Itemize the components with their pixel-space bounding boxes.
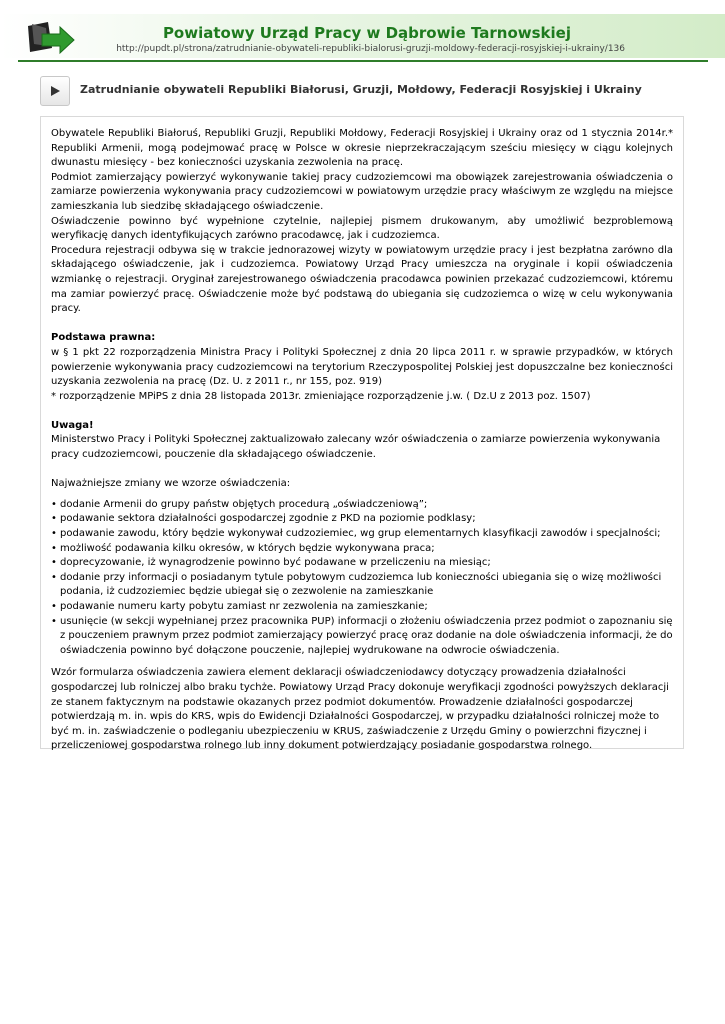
header-divider (18, 60, 708, 62)
changes-intro: Najważniejsze zmiany we wzorze oświadczenia: (51, 478, 291, 490)
list-item: • możliwość podawania kilku okresów, w których będzie wykonywana praca; (51, 542, 673, 557)
closing-paragraph: Wzór formularza oświadczenia zawiera element deklaracji oświadczeniodawcy dotyczący prowadzenia działalności gospodarczej lub rolniczej albo braku tychże. Powiatowy Urząd Pracy dokonuje weryfikacji zgodności powyższych deklaracji ze stanem faktycznym na podstawie okazanych przez podmiot dokumentów. Prowadzenie działalności gospodarczej potwierdzają m. in. wpis do KRS, wpis do Ewidencji Działalności Gospodarczej, w przypadku działalności rolniczej może to być m. in. zaświadczenie o podleganiu ubezpieczeniu w KRUS, zaświadczenie z Urzędu Gminy o powierzchni fizycznej i przeliczeniowej gospodarstwa rolnego lub inny dokument potwierdzający posiadanie gospodarstwa rolnego. (51, 667, 669, 752)
page-header (0, 0, 725, 66)
list-item: • dodanie przy informacji o posiadanym tytule pobytowym cudzoziemca lub konieczności ubiegania się o wizę możliwości podania, iż cudzoziemiec będzie ubiegał się o zezwolenie na zamieszkanie (51, 571, 673, 600)
list-item: • podawanie sektora działalności gospodarczej zgodnie z PKD na poziomie podklasy; (51, 512, 673, 527)
list-item: • usunięcie (w sekcji wypełnianej przez pracownika PUP) informacji o złożeniu oświadczenia przez podmiot o zapoznaniu się z pouczeniem prawnym przez podmiot zamierzający powierzyć pracę oraz dodanie na dole oświadczenia informacji, że do oświadczenia powinno być dołączone pouczenie, najlepiej wydrukowane na odwrocie oświadczenia. (51, 615, 673, 659)
page-url: http://pupdt.pl/strona/zatrudnianie-obywateli-republiki-bialorusi-gruzji-moldowy-federacji-rosyjskiej-i-ukrainy/136 (116, 44, 625, 54)
logo-arrow-icon[interactable] (26, 18, 76, 58)
list-item: • podawanie numeru karty pobytu zamiast nr zezwolenia na zamieszkanie; (51, 600, 673, 615)
intro-paragraph: Procedura rejestracji odbywa się w trakcie jednorazowej wizyty w powiatowym urzędzie pracy i jest bezpłatna zarówno dla składającego oświadczenie, jak i cudzoziemca. Powiatowy Urząd Pracy umieszcza na oryginale i kopii oświadczenia wzmiankę o rejestracji. Oryginał zarejestrowanego oświadczenia pracodawca powinien przekazać cudzoziemcowi, któremu ma zamiar powierzyć pracę. Oświadczenie może być podstawą do ubiegania się cudzoziemca o wizę w celu wykonywania pracy. (51, 244, 673, 315)
legal-basis-footnote: * rozporządzenie MPiPS z dnia 28 listopada 2013r. zmieniające rozporządzenie j.w. ( Dz.U z 2013 poz. 1507) (51, 390, 591, 402)
arrow-right-icon (40, 76, 70, 106)
changes-list (51, 498, 673, 659)
intro-paragraph: Obywatele Republiki Białoruś, Republiki Gruzji, Republiki Mołdowy, Federacji Rosyjskiej i Ukrainy oraz od 1 stycznia 2014r.* Republiki Armenii, mogą podejmować pracę w Polsce w okresie nieprzekraczającym sześciu miesięcy w ciągu kolejnych dwunastu miesięcy - bez konieczności uzyskania zezwolenia na pracę. (51, 128, 673, 169)
site-title[interactable]: Powiatowy Urząd Pracy w Dąbrowie Tarnowskiej (162, 24, 571, 42)
legal-basis-text: w § 1 pkt 22 rozporządzenia Ministra Pracy i Polityki Społecznej z dnia 20 lipca 2011 r. w sprawie przypadków, w których powierzenie wykonywania pracy cudzoziemcowi na terytorium Rzeczypospolitej Polskiej jest dopuszczalne bez konieczności uzyskania zezwolenia na pracę (Dz. U. z 2011 r., nr 155, poz. 919) (51, 346, 673, 388)
notice-text: Ministerstwo Pracy i Polityki Społecznej zaktualizowało zalecany wzór oświadczenia o zamiarze powierzenia wykonywania pracy cudzoziemcowi, pouczenie dla składającego oświadczenie. (51, 434, 661, 461)
list-item: • dodanie Armenii do grupy państw objętych procedurą „oświadczeniową”; (51, 498, 673, 513)
page-title: Zatrudnianie obywateli Republiki Białorusi, Gruzji, Mołdowy, Federacji Rosyjskiej i Ukrainy (80, 83, 642, 96)
list-item: • podawanie zawodu, który będzie wykonywał cudzoziemiec, wg grup elementarnych klasyfikacji zawodów i specjalności; (51, 527, 673, 542)
article-content (40, 116, 684, 752)
page-title-row (40, 76, 685, 106)
notice-heading: Uwaga! (51, 419, 94, 431)
list-item: • doprecyzowanie, iż wynagrodzenie powinno być podawane w przeliczeniu na miesiąc; (51, 556, 673, 571)
intro-paragraph: Oświadczenie powinno być wypełnione czytelnie, najlepiej pismem drukowanym, aby umożliwić bezproblemową weryfikację danych identyfikujących zarówno pracodawcę, jak i cudzoziemca. (51, 215, 673, 242)
intro-paragraph: Podmiot zamierzający powierzyć wykonywanie takiej pracy cudzoziemcowi ma obowiązek zarejestrowania oświadczenia o zamiarze powierzenia wykonywania pracy cudzoziemcowi w powiatowym urzędzie pracy właściwym ze względu na miejsce zamieszkania lub siedzibę składającego oświadczenie. (51, 171, 673, 212)
legal-basis-heading: Podstawa prawna: (51, 332, 156, 344)
